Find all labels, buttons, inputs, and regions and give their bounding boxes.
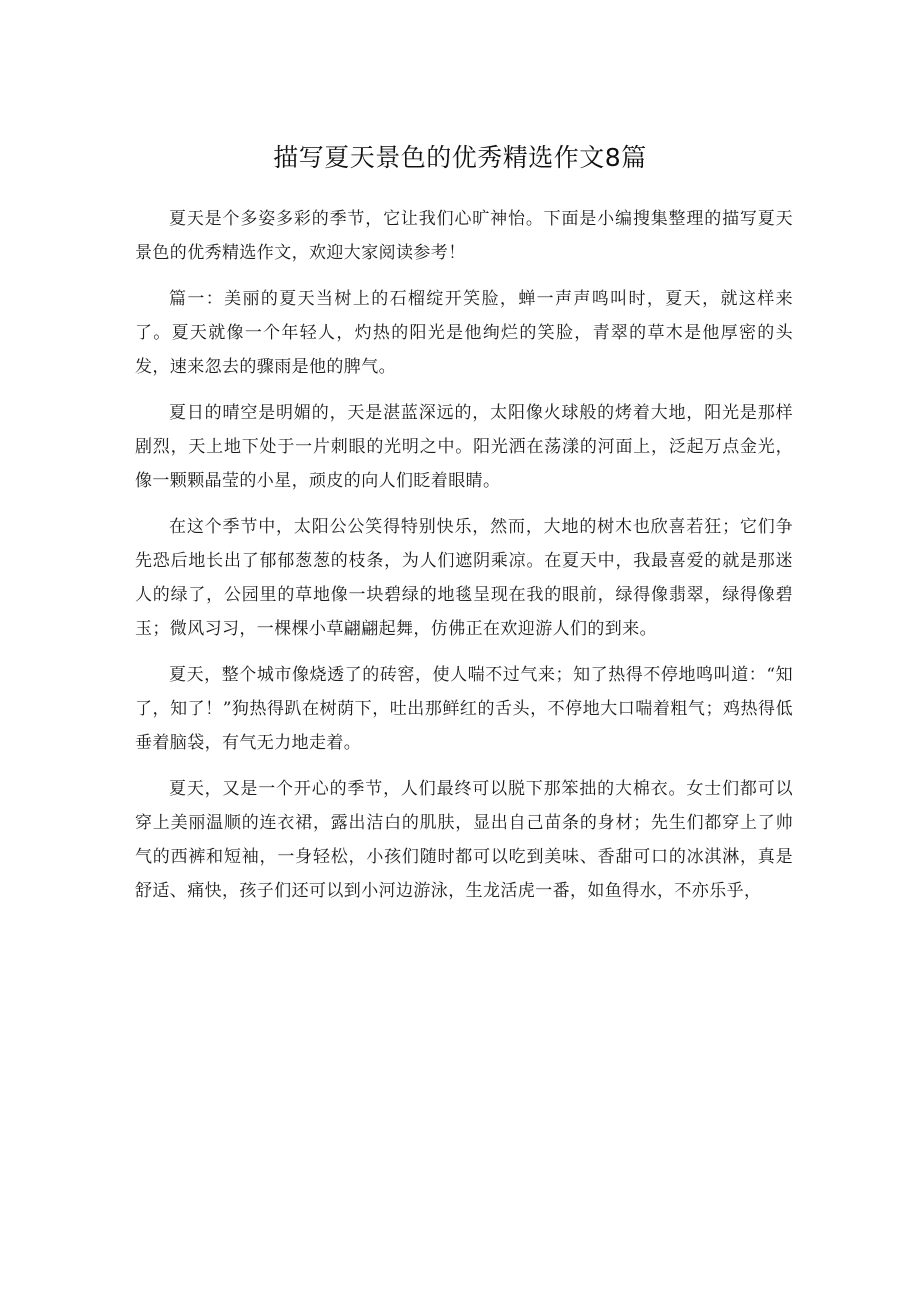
paragraph-greenery: 在这个季节中，太阳公公笑得特别快乐，然而，大地的树木也欣喜若狂；它们争先恐后地长出了郁郁葱葱的枝条，为人们遮阴乘凉。在夏天中，我最喜爱的就是那迷人的绿了，公园里的草地像一块碧绿的地毯呈现在我的眼前，绿得像翡翠，绿得像碧玉；微风习习，一棵棵小草翩翩起舞，仿佛正在欢迎游人们的到来。 xyxy=(135,517,793,639)
paragraph-heat: 夏天，整个城市像烧透了的砖窖，使人喘不过气来；知了热得不停地鸣叫道：“知了，知了！”狗热得趴在树荫下，吐出那鲜红的舌头，不停地大口喘着粗气；鸡热得低垂着脑袋，有气无力地走着。 xyxy=(135,665,793,753)
article-body xyxy=(135,202,793,920)
paragraph-part-one: 篇一：美丽的夏天当树上的石榴绽开笑脸，蝉一声声鸣叫时，夏天，就这样来了。夏天就像一个年轻人，灼热的阳光是他绚烂的笑脸，青翠的草木是他厚密的头发，速来忽去的骤雨是他的脾气。 xyxy=(135,289,793,377)
paragraph-sky: 夏日的晴空是明媚的，天是湛蓝深远的，太阳像火球般的烤着大地，阳光是那样剧烈，天上地下处于一片刺眼的光明之中。阳光洒在荡漾的河面上，泛起万点金光，像一颗颗晶莹的小星，顽皮的向人们眨着眼睛。 xyxy=(135,403,793,491)
page-title: 描写夏天景色的优秀精选作文8篇 xyxy=(273,143,647,172)
paragraph-joy: 夏天，又是一个开心的季节，人们最终可以脱下那笨拙的大棉衣。女士们都可以穿上美丽温顺的连衣裙，露出洁白的肌肤，显出自己苗条的身材；先生们都穿上了帅气的西裤和短袖，一身轻松，小孩们随时都可以吃到美味、香甜可口的冰淇淋，真是舒适、痛快，孩子们还可以到小河边游泳，生龙活虎一番，如鱼得水，不亦乐乎， xyxy=(135,779,793,901)
paragraph-intro: 夏天是个多姿多彩的季节，它让我们心旷神怡。下面是小编搜集整理的描写夏天景色的优秀精选作文，欢迎大家阅读参考！ xyxy=(135,209,793,263)
